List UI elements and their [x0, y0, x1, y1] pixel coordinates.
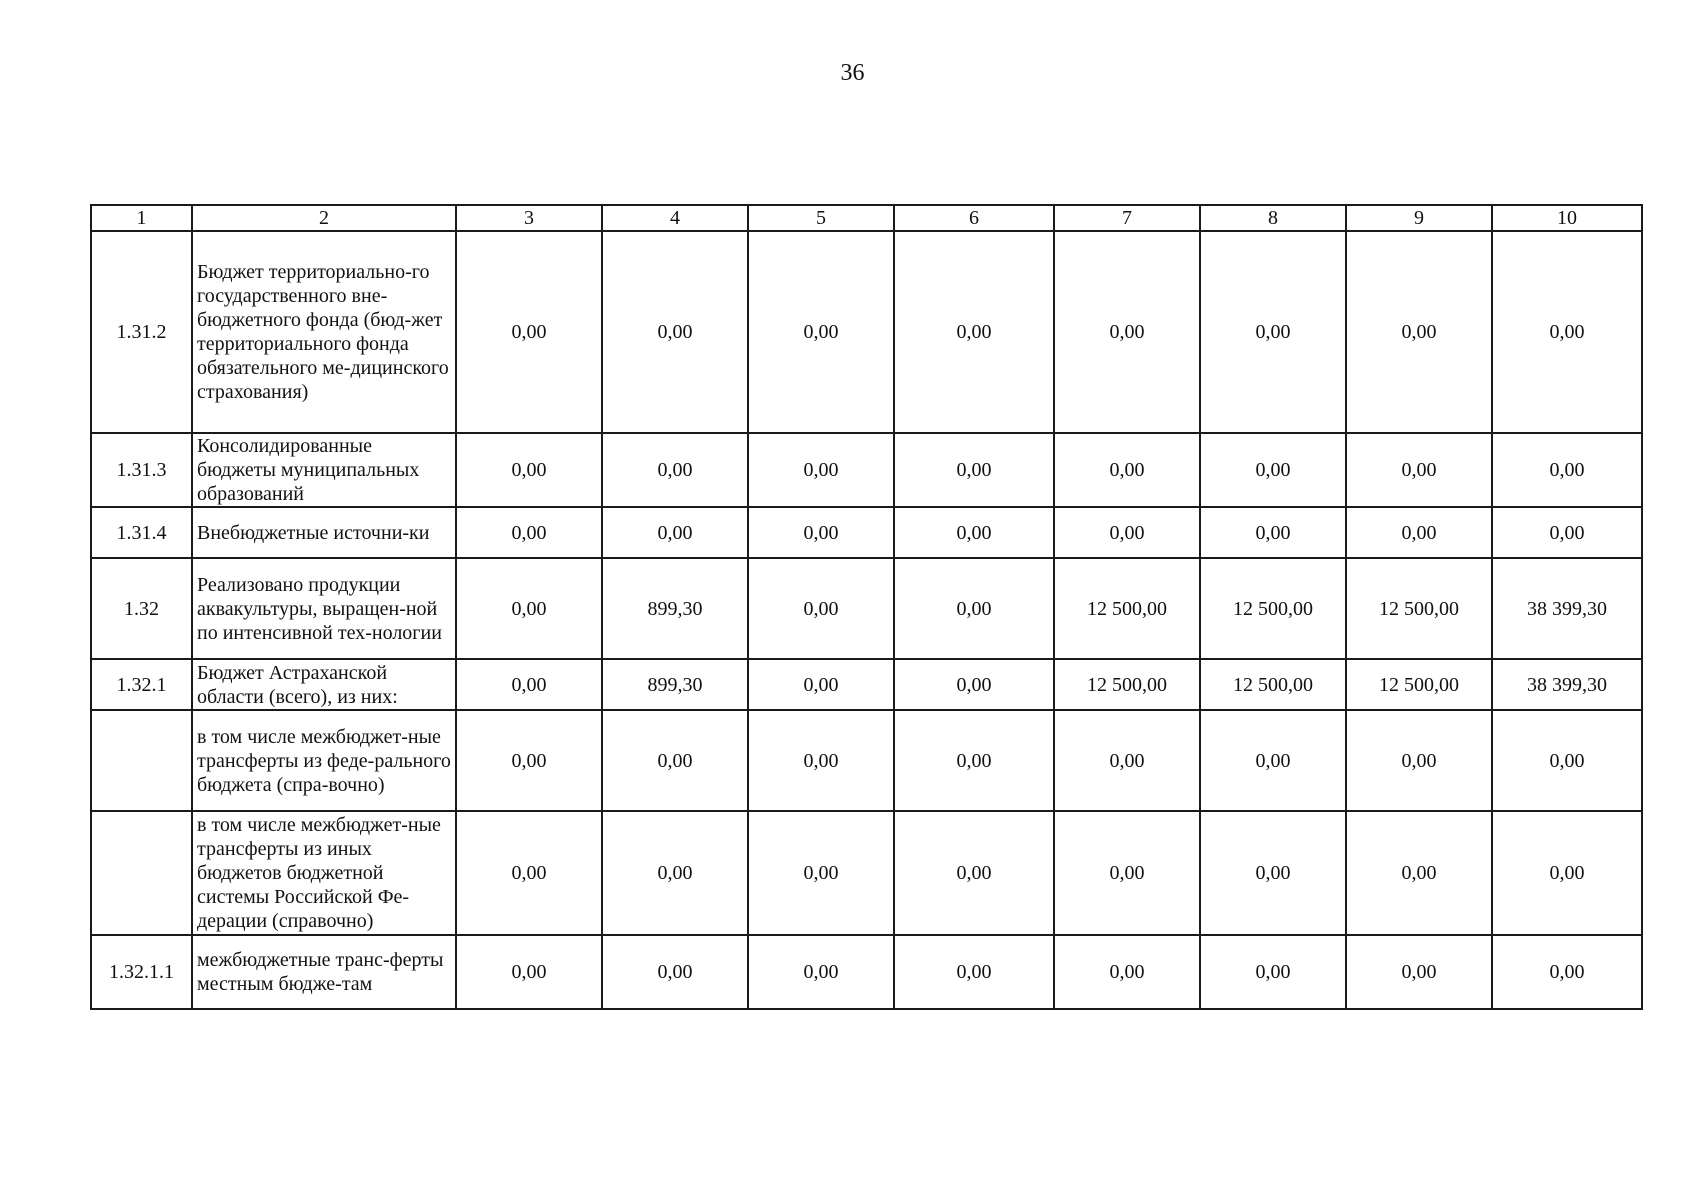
row-code: 1.31.2: [91, 231, 192, 433]
table-row: [91, 659, 1642, 710]
row-value: 0,00: [1054, 433, 1200, 507]
row-value: 0,00: [1346, 935, 1492, 1009]
row-value: 0,00: [894, 935, 1054, 1009]
row-value: 12 500,00: [1054, 558, 1200, 659]
row-value: 0,00: [602, 231, 748, 433]
row-value: 0,00: [602, 710, 748, 811]
row-value: 0,00: [456, 659, 602, 710]
row-value: 0,00: [1054, 811, 1200, 935]
row-value: 0,00: [1054, 935, 1200, 1009]
row-value: 0,00: [1054, 710, 1200, 811]
row-value: 0,00: [602, 811, 748, 935]
row-name: Бюджет территориально-го государственного вне-бюджетного фонда (бюд-жет территориального фонда обязательного ме-дицинского страхования): [192, 231, 456, 433]
row-value: 0,00: [1054, 507, 1200, 558]
row-code: 1.31.3: [91, 433, 192, 507]
row-value: 0,00: [456, 935, 602, 1009]
row-value: 38 399,30: [1492, 558, 1642, 659]
table-row: [91, 507, 1642, 558]
table-row: [91, 935, 1642, 1009]
row-value: 0,00: [748, 558, 894, 659]
row-code: [91, 710, 192, 811]
row-value: 0,00: [1200, 935, 1346, 1009]
row-name: Консолидированные бюджеты муниципальных образований: [192, 433, 456, 507]
budget-table: [90, 204, 1643, 1010]
row-value: 0,00: [1492, 710, 1642, 811]
row-value: 0,00: [1346, 811, 1492, 935]
row-value: 0,00: [748, 433, 894, 507]
table-row: [91, 433, 1642, 507]
table-header: [91, 205, 1642, 231]
row-value: 0,00: [1492, 231, 1642, 433]
row-value: 0,00: [894, 710, 1054, 811]
column-header: 4: [602, 205, 748, 231]
row-value: 0,00: [602, 935, 748, 1009]
row-value: 0,00: [1200, 231, 1346, 433]
row-code: 1.31.4: [91, 507, 192, 558]
row-name: Реализовано продукции аквакультуры, выращен-ной по интенсивной тех-нологии: [192, 558, 456, 659]
row-value: 0,00: [1492, 433, 1642, 507]
table-row: [91, 231, 1642, 433]
column-header: 10: [1492, 205, 1642, 231]
row-value: 0,00: [894, 558, 1054, 659]
column-header: 9: [1346, 205, 1492, 231]
row-code: [91, 811, 192, 935]
row-value: 0,00: [748, 231, 894, 433]
row-value: 0,00: [894, 433, 1054, 507]
row-value: 12 500,00: [1054, 659, 1200, 710]
row-value: 0,00: [456, 231, 602, 433]
row-code: 1.32.1: [91, 659, 192, 710]
row-value: 0,00: [748, 811, 894, 935]
table-row: [91, 811, 1642, 935]
row-value: 12 500,00: [1200, 659, 1346, 710]
row-value: 0,00: [1492, 811, 1642, 935]
row-value: 0,00: [456, 433, 602, 507]
row-value: 0,00: [1492, 507, 1642, 558]
row-value: 0,00: [894, 507, 1054, 558]
row-value: 0,00: [456, 811, 602, 935]
table-row: [91, 558, 1642, 659]
row-value: 0,00: [1200, 433, 1346, 507]
row-value: 0,00: [456, 558, 602, 659]
column-header: 1: [91, 205, 192, 231]
row-value: 0,00: [1346, 231, 1492, 433]
table-row: [91, 710, 1642, 811]
row-value: 0,00: [894, 231, 1054, 433]
row-value: 0,00: [1200, 811, 1346, 935]
row-code: 1.32: [91, 558, 192, 659]
column-header: 8: [1200, 205, 1346, 231]
row-value: 0,00: [456, 710, 602, 811]
row-value: 0,00: [748, 659, 894, 710]
row-value: 12 500,00: [1346, 558, 1492, 659]
row-value: 38 399,30: [1492, 659, 1642, 710]
row-value: 0,00: [748, 935, 894, 1009]
row-value: 0,00: [602, 433, 748, 507]
row-name: межбюджетные транс-ферты местным бюдже-там: [192, 935, 456, 1009]
row-value: 0,00: [1346, 710, 1492, 811]
row-name: Внебюджетные источни-ки: [192, 507, 456, 558]
row-value: 0,00: [1200, 710, 1346, 811]
row-value: 0,00: [1054, 231, 1200, 433]
column-header: 3: [456, 205, 602, 231]
row-value: 899,30: [602, 558, 748, 659]
row-value: 0,00: [894, 659, 1054, 710]
page-number: 36: [840, 60, 865, 86]
row-value: 0,00: [1200, 507, 1346, 558]
row-code: 1.32.1.1: [91, 935, 192, 1009]
row-name: в том числе межбюджет-ные трансферты из феде-рального бюджета (спра-вочно): [192, 710, 456, 811]
row-value: 0,00: [748, 710, 894, 811]
row-name: Бюджет Астраханской области (всего), из них:: [192, 659, 456, 710]
row-value: 899,30: [602, 659, 748, 710]
row-value: 0,00: [748, 507, 894, 558]
column-header: 2: [192, 205, 456, 231]
column-header: 6: [894, 205, 1054, 231]
row-value: 12 500,00: [1346, 659, 1492, 710]
row-value: 0,00: [1346, 433, 1492, 507]
row-value: 0,00: [1346, 507, 1492, 558]
column-header: 7: [1054, 205, 1200, 231]
header-row: [91, 205, 1642, 231]
row-value: 12 500,00: [1200, 558, 1346, 659]
table-body: [91, 231, 1642, 1009]
column-header: 5: [748, 205, 894, 231]
row-value: 0,00: [1492, 935, 1642, 1009]
row-value: 0,00: [894, 811, 1054, 935]
row-value: 0,00: [602, 507, 748, 558]
row-name: в том числе межбюджет-ные трансферты из иных бюджетов бюджетной системы Российской Фе-дерации (справочно): [192, 811, 456, 935]
row-value: 0,00: [456, 507, 602, 558]
